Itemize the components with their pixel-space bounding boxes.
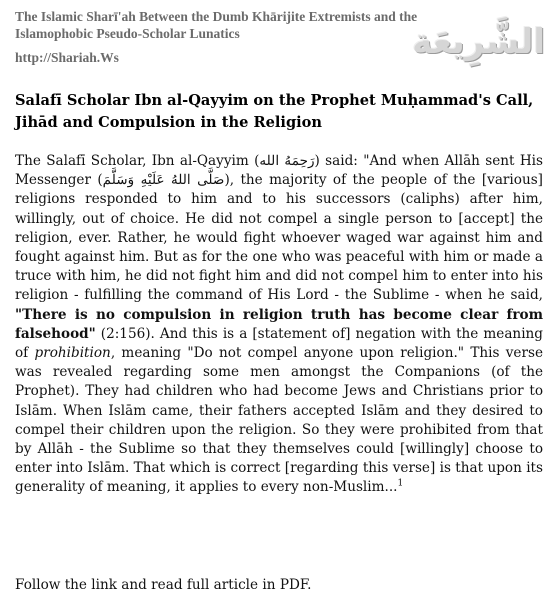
- quran-quote: "There is no compulsion in religion truth has become clear from falsehood": [15, 306, 543, 342]
- page-header: [15, 8, 545, 70]
- article-title: Salafī Scholar Ibn al-Qayyim on the Prophet Muḥammad's Call, Jihād and Compulsion in the Religion: [15, 92, 534, 131]
- site-logo: الشَّرِيعَة: [412, 22, 545, 62]
- body-text-part1: The Salafī Scholar, Ibn al-Qayyim (رَحِمَهُ الله) said: "And when Allāh sent His Messenger (صَلَّى اللهُ عَلَيْهِ وَسَلَّمَ), the majority of the people of the [various] religions responded to him and to his successors (caliphs) after him, willingly, out of choice. He did not compel a single person to [accept] the religion, ever. Rather, he would fight whoever waged war against him and fought against him. But as for the one who was peaceful with him or made a truce with him, he did not fight him and did not compel him to enter into his religion - fulfilling the command of His Lord - the Sublime - when he said,: [15, 153, 543, 304]
- site-url[interactable]: http://Shariah.Ws: [15, 50, 119, 65]
- italic-word: prohibition: [34, 345, 111, 362]
- site-title: The Islamic Sharī'ah Between the Dumb Khārijite Extremists and the Islamophobic Pseudo-Scholar Lunatics: [15, 9, 418, 41]
- body-text-part3: , meaning "Do not compel anyone upon religion." This verse was revealed regarding some men amongst the Companions (of the Prophet). They had children who had become Jews and Christians prior to Islām. When Islām came, their fathers accepted Islām and they desired to compel their children upon the religion. So they were prohibited from that by Allāh - the Sublime so that they themselves could [willingly] choose to enter into Islām. That which is correct [regarding this verse] is that upon its generality of meaning, it applies to every non-Muslim...: [15, 345, 543, 496]
- body-text-part2: (2:156). And this is a [statement of] negation with the meaning of: [15, 325, 543, 362]
- footnote-marker[interactable]: 1: [397, 478, 404, 489]
- article-body: [15, 152, 543, 498]
- footer-note: Follow the link and read full article in PDF.: [15, 577, 312, 593]
